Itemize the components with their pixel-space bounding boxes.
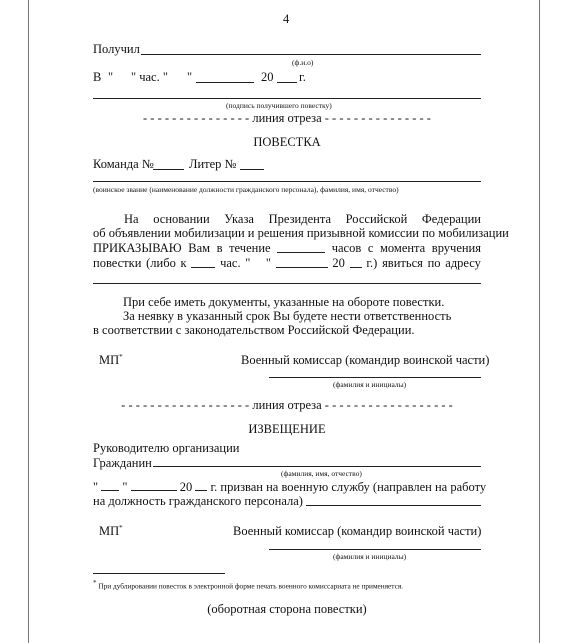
cut-line-1: - - - - - - - - - - - - - - - линия отреза - - - - - - - - - - - - - - - [143,111,431,125]
p1-word: Президента [268,212,331,226]
litera-number-line [240,169,264,170]
year-suffix: г. [299,70,306,84]
date-hour: " час. " [131,70,168,84]
footnote [93,579,403,590]
mp-text: МП [99,353,120,368]
p1-word: повестки [93,256,142,270]
p1-word: явиться [382,256,423,270]
mp-text: МП [99,524,120,539]
notice-commissar-name-line [269,549,481,550]
hour-blank [191,256,215,268]
p1-word: Федерации [421,212,481,226]
rank-line [93,181,481,182]
mp-footnote-star: * [119,524,123,532]
signature-line [93,98,481,99]
notice-line1 [93,479,486,494]
received-label: Получил [93,42,140,56]
footnote-separator [93,573,225,574]
quote: " [93,480,99,494]
year-prefix: 20 [179,480,193,494]
paragraph2: При себе иметь документы, указанные на обороте повестки. [123,295,445,309]
commissar-name-line [269,377,481,378]
p1-word: " [245,256,251,270]
address-line [93,283,481,284]
signature-caption: (подпись получившего повестку) [226,101,332,110]
p1-word: Вам [188,241,211,255]
p1-word: течение [229,241,271,255]
date-quote-open: " [108,70,114,84]
p1-word: 20 [332,256,345,270]
litera-label: Литер № [189,157,237,171]
year-blank [350,256,362,268]
notice-commissar-title: Военный комиссар (командир воинской части) [233,524,482,538]
stamp-mark [99,350,123,367]
p1-word: адресу [445,256,481,270]
footnote-text: При дублировании повесток в электронной форме печать военного комиссариата не применяется. [98,581,403,591]
year-line [277,82,297,83]
p1-word: основании [153,212,210,226]
p1-word: час. [220,256,241,270]
p1-word: часов [331,241,362,255]
notice-fio-caption: (фамилия, имя, отчество) [281,469,362,478]
p1-word: ПРИКАЗЫВАЮ [93,241,182,255]
commissar-title: Военный комиссар (командир воинской части) [241,353,490,367]
month-line [196,82,254,83]
p1-word: к [180,256,187,270]
reverse-side-note: (оборотная сторона повестки) [207,602,367,616]
to-org: Руководителю организации [93,441,240,455]
p1-word: " [265,256,271,270]
p1-word: На [124,212,139,226]
team-label: Команда № [93,157,154,171]
notice-text: г. призван на военную службу (направлен на работу [210,480,487,494]
citizen-label: Гражданин [93,456,152,470]
year-prefix: 20 [261,70,274,84]
p1-word: г.) [366,256,378,270]
p1-word: (либо [146,256,176,270]
p1-word: вручения [431,241,481,255]
day-blank [101,479,119,491]
paragraph1-line2: об объявлении мобилизации и решения призывной комиссии по мобилизации [93,226,509,240]
team-number-line [153,169,184,170]
fio-caption: (ф.и.о) [292,58,314,67]
hours-blank [277,241,325,253]
paragraph1-line3 [93,241,481,255]
p1-word: с [367,241,374,255]
notice-name-caption: (фамилия и инициалы) [333,552,407,561]
footnote-star: * [93,579,97,587]
year-blank [195,479,207,491]
name-caption: (фамилия и инициалы) [333,380,407,389]
notice-line2: на должность гражданского персонала) [93,494,303,508]
p1-word: в [216,241,223,255]
paragraph1-line1 [124,212,481,226]
received-line [141,54,481,55]
cut-line-2: - - - - - - - - - - - - - - - - - - линия отреза - - - - - - - - - - - - - - - - - - [121,398,453,412]
paragraph3-line2: в соответствии с законодательством Российской Федерации. [93,323,415,337]
p1-word: момента [379,241,426,255]
paragraph3-line1: За неявку в указанный срок Вы будете нести ответственность [123,309,452,323]
page-number: 4 [283,12,290,26]
mp-footnote-star: * [119,353,123,361]
citizen-line [153,466,481,467]
p1-word: Указа [224,212,254,226]
paragraph1-line4 [93,256,481,270]
date-prefix: В [93,70,102,84]
summons-title: ПОВЕСТКА [253,135,321,149]
p1-word: Российской [345,212,408,226]
p1-word: по [427,256,441,270]
position-line [306,505,481,506]
month-blank [131,479,177,491]
quote: " [122,480,128,494]
gap [255,256,261,270]
notice-title: ИЗВЕЩЕНИЕ [248,422,326,436]
date-quote-close: " [187,70,193,84]
rank-caption: (воинское звание (наименование должности гражданского персонала), фамилия, имя, отчество) [93,185,399,194]
notice-stamp-mark [99,521,123,538]
month-blank [276,256,328,268]
